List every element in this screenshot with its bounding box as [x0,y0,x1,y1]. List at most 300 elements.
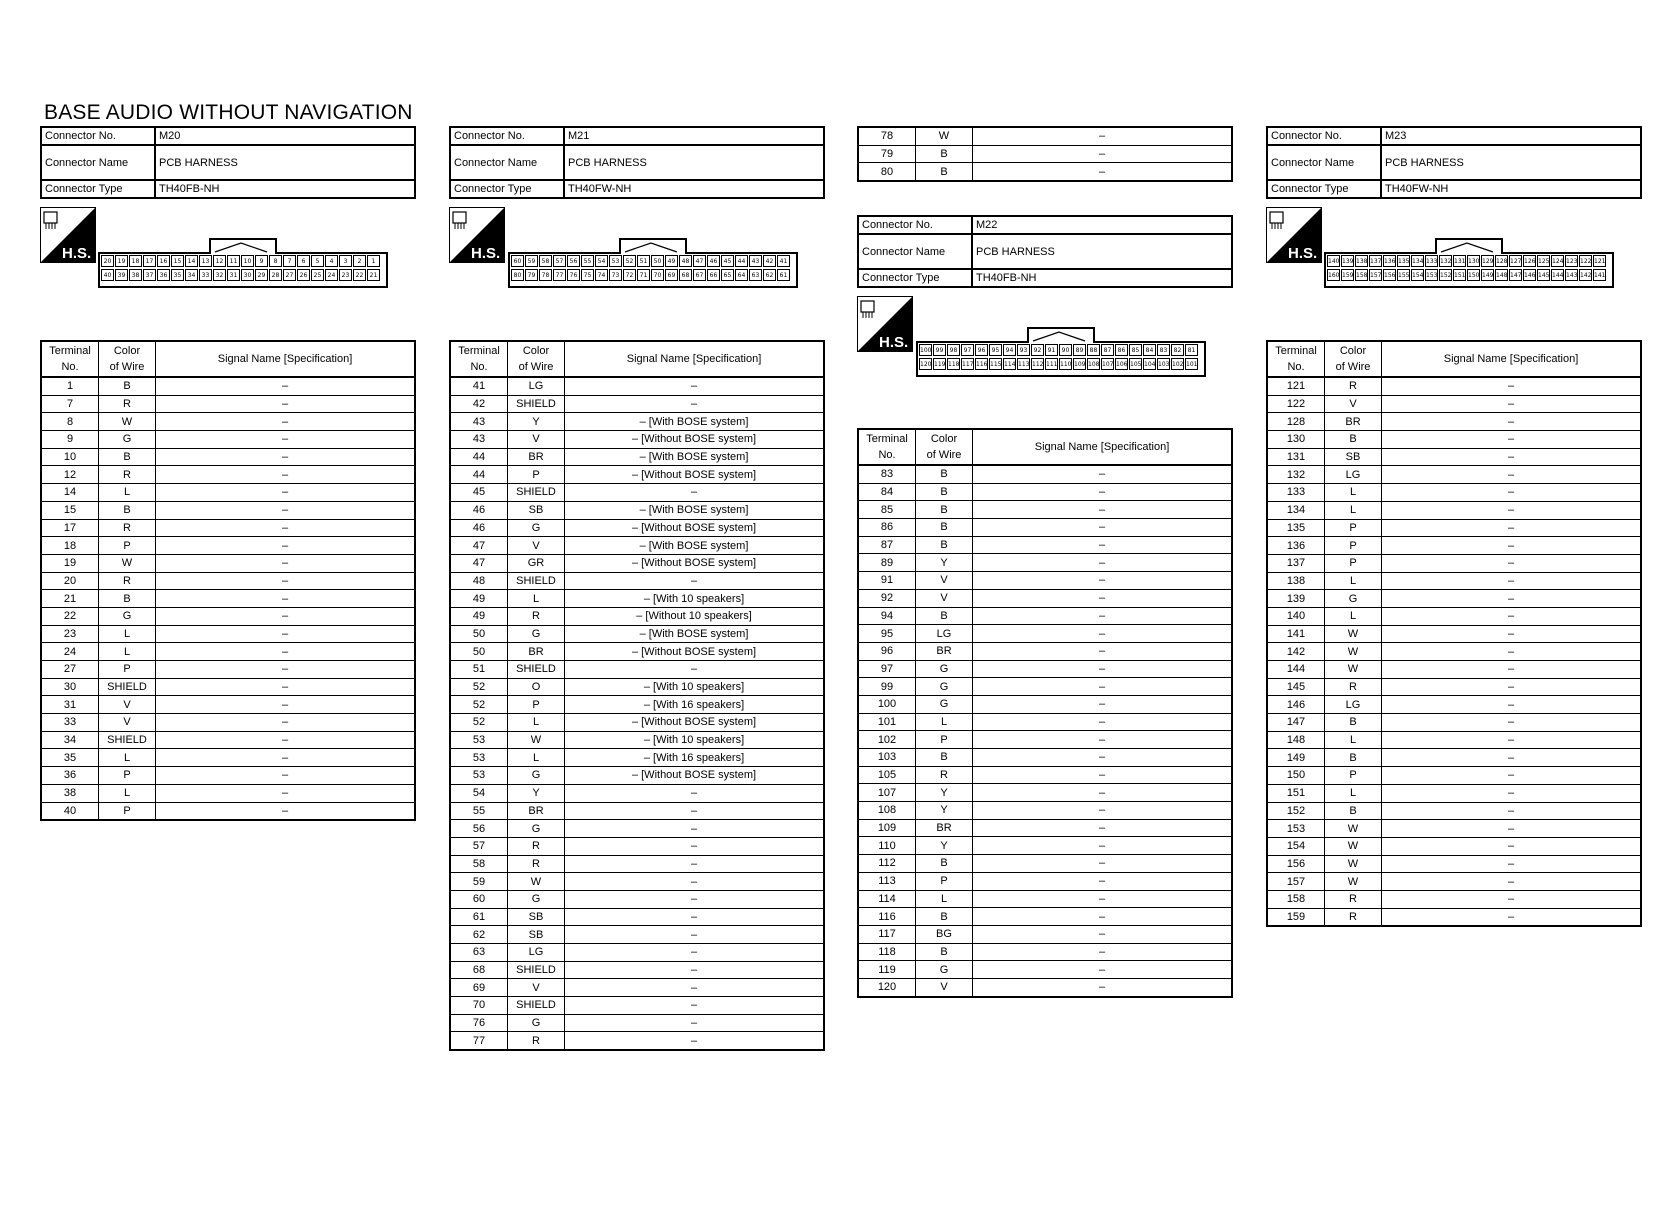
signal-name: – [565,1014,825,1032]
terminal-no: 96 [858,642,916,660]
terminal-no: 102 [858,731,916,749]
connector-pin: 87 [1101,344,1114,356]
harness-side-icon [40,207,96,263]
table-row [450,696,824,714]
connector-type-label: Connector Type [41,180,155,198]
wire-color: R [99,519,156,537]
connector-pin: 133 [1425,255,1438,267]
lock-arrow-icon [209,240,273,254]
connector-pin: 137 [1369,255,1382,267]
signal-name: – [973,695,1233,713]
signal-name: – [1382,837,1642,855]
connector-pin: 38 [129,269,142,281]
wire-color: P [916,872,973,890]
table-row [1267,537,1641,555]
terminal-no: 59 [450,873,508,891]
signal-name: – [973,943,1233,961]
terminal-no: 68 [450,961,508,979]
table-row [858,660,1232,678]
table-row [858,978,1232,996]
wire-color: SB [508,908,565,926]
connector-pin: 95 [989,344,1002,356]
wire-color: L [99,643,156,661]
lock-arrow-icon [1027,329,1091,343]
table-row [1267,643,1641,661]
terminal-no: 52 [450,696,508,714]
table-row [450,607,824,625]
wire-color: SB [508,926,565,944]
signal-name: – [156,767,416,785]
signal-name: – [973,536,1233,554]
table-row [450,413,824,431]
table-row [450,784,824,802]
connector-pin: 158 [1355,269,1368,281]
wire-color: V [99,696,156,714]
connector-pin: 74 [595,269,608,281]
terminal-no: 69 [450,979,508,997]
signal-name: – [Without BOSE system] [565,643,825,661]
connector-pin: 156 [1383,269,1396,281]
connector-pin: 157 [1369,269,1382,281]
wire-color: G [916,660,973,678]
terminal-no: 91 [858,572,916,590]
terminal-no: 112 [858,855,916,873]
svg-text:H.S.: H.S. [879,334,909,351]
terminal-no: 117 [858,925,916,943]
signal-name: – [Without BOSE system] [565,767,825,785]
wire-color: L [99,484,156,502]
wire-color: W [1325,855,1382,873]
wire-color: P [1325,554,1382,572]
connector-type-label: Connector Type [450,180,564,198]
connector-pin: 116 [975,358,988,370]
connector-pin: 130 [1467,255,1480,267]
table-row [450,661,824,679]
table-row [858,145,1232,163]
connector-pin: 57 [553,255,566,267]
table-row [450,484,824,502]
signal-name: – [973,837,1233,855]
connector-lock-tab [1027,327,1095,343]
wire-color: SHIELD [508,661,565,679]
terminal-no: 50 [450,643,508,661]
table-row [450,979,824,997]
terminal-no: 109 [858,819,916,837]
wire-color: LG [508,377,565,395]
connector-pin: 117 [961,358,974,370]
signal-name: – [1382,696,1642,714]
signal-name: – [Without BOSE system] [565,714,825,732]
table-row [858,943,1232,961]
signal-name: – [Without BOSE system] [565,466,825,484]
table-row [1267,625,1641,643]
connector-pin: 124 [1551,255,1564,267]
signal-name: – [973,872,1233,890]
connector-pin: 48 [679,255,692,267]
connector-pin: 89 [1073,344,1086,356]
connector-pin: 61 [777,269,790,281]
table-row [450,767,824,785]
connector-lock-tab [209,238,277,254]
wire-color: B [1325,802,1382,820]
wire-color: Y [508,784,565,802]
connector-pin: 97 [961,344,974,356]
terminal-no: 40 [41,802,99,820]
wire-color: LG [508,944,565,962]
table-row [858,642,1232,660]
terminal-no: 10 [41,448,99,466]
signal-name: – [973,660,1233,678]
connector-pin: 93 [1017,344,1030,356]
terminal-no: 156 [1267,855,1325,873]
connector-pin: 146 [1523,269,1536,281]
connector-info-table [1266,126,1642,199]
signal-name: – [565,395,825,413]
connector-pin: 85 [1129,344,1142,356]
terminal-no: 134 [1267,501,1325,519]
terminal-no: 12 [41,466,99,484]
connector-pin: 34 [185,269,198,281]
signal-name: – [156,625,416,643]
terminal-no: 43 [450,431,508,449]
table-row [1267,572,1641,590]
connector-pin: 103 [1157,358,1170,370]
terminal-no: 47 [450,554,508,572]
signal-name: – [156,484,416,502]
connector-pin: 14 [185,255,198,267]
wire-color: L [1325,484,1382,502]
wire-color: BR [1325,413,1382,431]
table-row [450,802,824,820]
table-row [1267,802,1641,820]
terminal-no: 41 [450,377,508,395]
signal-name: – [With 16 speakers] [565,696,825,714]
terminal-no: 33 [41,714,99,732]
signal-name: – [973,127,1233,145]
connector-pin: 31 [227,269,240,281]
signal-name: – [156,519,416,537]
harness-side-icon [449,207,505,263]
signal-name: – [565,855,825,873]
terminal-no: 47 [450,537,508,555]
terminal-table [857,428,1233,998]
table-row [858,589,1232,607]
terminal-no: 54 [450,784,508,802]
wire-color: P [916,731,973,749]
signal-name: – [973,961,1233,979]
table-row [450,873,824,891]
wire-color: BR [508,802,565,820]
table-row [858,501,1232,519]
connector-info-table [40,126,416,199]
terminal-no: 107 [858,784,916,802]
wire-color: SHIELD [508,395,565,413]
connector-pin: 135 [1397,255,1410,267]
connector-name-value: PCB HARNESS [1381,145,1641,180]
wire-color: GR [508,554,565,572]
signal-name-header: Signal Name [Specification] [156,341,416,377]
signal-name: – [1382,661,1642,679]
table-row [41,466,415,484]
connector-pin: 39 [115,269,128,281]
wire-color: W [1325,873,1382,891]
table-row [1267,661,1641,679]
connector-pin: 90 [1059,344,1072,356]
connector-pin: 17 [143,255,156,267]
harness-side-icon [1266,207,1322,263]
connector-pin: 23 [339,269,352,281]
terminal-no: 61 [450,908,508,926]
terminal-table [1266,340,1642,927]
table-row [41,395,415,413]
terminal-no: 17 [41,519,99,537]
signal-name: – [156,607,416,625]
wire-color: B [1325,749,1382,767]
terminal-no: 150 [1267,767,1325,785]
connector-pin: 127 [1509,255,1522,267]
connector-pin: 115 [989,358,1002,370]
signal-name: – [1382,395,1642,413]
signal-name: – [With BOSE system] [565,501,825,519]
terminal-no: 152 [1267,802,1325,820]
connector-type-label: Connector Type [858,269,972,287]
wire-color: B [916,607,973,625]
table-row [858,625,1232,643]
terminal-no: 60 [450,890,508,908]
connector-pin: 79 [525,269,538,281]
terminal-no: 46 [450,519,508,537]
connector-type-label: Connector Type [1267,180,1381,198]
table-row [1267,837,1641,855]
connector-pin: 4 [325,255,338,267]
table-row [858,819,1232,837]
connector-pin: 75 [581,269,594,281]
wire-color: Y [508,413,565,431]
connector-pin: 139 [1341,255,1354,267]
connector-pin: 86 [1115,344,1128,356]
connector-pin: 26 [297,269,310,281]
wire-color: G [508,890,565,908]
wire-color: W [508,731,565,749]
signal-name: – [1382,466,1642,484]
wire-color: P [1325,767,1382,785]
connector-no-value: M20 [155,127,415,145]
wire-color: B [99,448,156,466]
signal-name: – [973,642,1233,660]
terminal-no: 24 [41,643,99,661]
signal-name: – [1382,820,1642,838]
table-row [1267,784,1641,802]
signal-name: – [565,820,825,838]
connector-pin: 92 [1031,344,1044,356]
table-row [858,554,1232,572]
table-row [450,926,824,944]
connector-pin: 100 [919,344,932,356]
terminal-no: 19 [41,554,99,572]
signal-name: – [156,537,416,555]
signal-name: – [156,714,416,732]
connector-pin: 18 [129,255,142,267]
signal-name: – [With BOSE system] [565,448,825,466]
table-row [858,483,1232,501]
connector-pin: 94 [1003,344,1016,356]
signal-name: – [1382,908,1642,926]
table-row [1267,890,1641,908]
signal-name: – [156,678,416,696]
table-row [41,501,415,519]
table-row [1267,501,1641,519]
terminal-no: 49 [450,590,508,608]
signal-name: – [973,713,1233,731]
table-row [450,501,824,519]
signal-name: – [156,554,416,572]
wire-color: SHIELD [508,997,565,1015]
terminal-no: 23 [41,625,99,643]
connector-pin: 78 [539,269,552,281]
wire-color: B [99,377,156,395]
terminal-no: 21 [41,590,99,608]
connector-pin: 40 [101,269,114,281]
connector-no-value: M21 [564,127,824,145]
connector-no-label: Connector No. [450,127,564,145]
signal-name: – [156,696,416,714]
table-row [1267,448,1641,466]
table-row [858,695,1232,713]
signal-name: – [973,855,1233,873]
connector-pin: 153 [1425,269,1438,281]
connector-name-label: Connector Name [41,145,155,180]
wire-color: B [99,590,156,608]
connector-pin: 145 [1537,269,1550,281]
connector-pin: 152 [1439,269,1452,281]
connector-name-value: PCB HARNESS [155,145,415,180]
wire-color: L [1325,501,1382,519]
wire-color: G [99,607,156,625]
table-row [450,890,824,908]
connector-pin: 138 [1355,255,1368,267]
table-header-row [450,341,824,377]
wire-color: B [916,501,973,519]
connector-name-label: Connector Name [858,234,972,269]
signal-name: – [156,784,416,802]
terminal-no: 78 [858,127,916,145]
wire-color: V [1325,395,1382,413]
connector-info-table [449,126,825,199]
terminal-no: 148 [1267,731,1325,749]
continued-terminal-table [857,126,1233,182]
wire-color: R [1325,908,1382,926]
terminal-no: 70 [450,997,508,1015]
table-row [450,519,824,537]
terminal-no: 20 [41,572,99,590]
signal-name: – [1382,501,1642,519]
connector-pin: 12 [213,255,226,267]
connector-pin: 55 [581,255,594,267]
terminal-no: 131 [1267,448,1325,466]
wire-color: V [508,537,565,555]
connector-pin: 81 [1185,344,1198,356]
wire-color: R [1325,678,1382,696]
table-row [1267,590,1641,608]
signal-name: – [973,819,1233,837]
table-row [1267,749,1641,767]
svg-text:H.S.: H.S. [1288,245,1318,262]
wire-color: B [1325,714,1382,732]
signal-name: – [565,1032,825,1050]
terminal-no-header: Terminal No. [450,341,508,377]
table-row [450,448,824,466]
signal-name: – [565,484,825,502]
wire-color: W [1325,625,1382,643]
connector-pin: 70 [651,269,664,281]
page-title: BASE AUDIO WITHOUT NAVIGATION [44,101,413,124]
wire-color: W [99,413,156,431]
connector-pin: 33 [199,269,212,281]
connector-pin: 10 [241,255,254,267]
color-of-wire-header: Color of Wire [916,429,973,465]
signal-name: – [1382,714,1642,732]
table-row [450,944,824,962]
wire-color: B [1325,431,1382,449]
wire-color: O [508,678,565,696]
pin-row-bottom [511,269,791,281]
connector-pin: 150 [1467,269,1480,281]
signal-name: – [1382,731,1642,749]
wire-color: W [508,873,565,891]
terminal-no: 140 [1267,607,1325,625]
signal-name: – [Without BOSE system] [565,519,825,537]
connector-pin: 3 [339,255,352,267]
terminal-no: 44 [450,466,508,484]
wire-color: L [1325,572,1382,590]
terminal-no: 105 [858,766,916,784]
table-row [858,731,1232,749]
signal-name: – [1382,519,1642,537]
wire-color: Y [916,802,973,820]
wire-color: B [916,943,973,961]
table-row [1267,484,1641,502]
signal-name: – [1382,448,1642,466]
wire-color: V [916,572,973,590]
table-row [450,908,824,926]
connector-pin: 47 [693,255,706,267]
connector-pin: 59 [525,255,538,267]
connector-pin: 20 [101,255,114,267]
connector-pin: 64 [735,269,748,281]
terminal-no: 101 [858,713,916,731]
terminal-no: 15 [41,501,99,519]
connector-name-label: Connector Name [450,145,564,180]
table-row [858,961,1232,979]
wire-color: R [508,1032,565,1050]
pin-row-top [919,344,1199,356]
connector-pin: 121 [1593,255,1606,267]
table-row [858,519,1232,537]
wire-color: G [916,961,973,979]
table-row [41,625,415,643]
terminal-no: 58 [450,855,508,873]
wire-color: P [508,466,565,484]
terminal-no: 79 [858,145,916,163]
wire-color: G [1325,590,1382,608]
wire-color: LG [916,625,973,643]
table-row [858,465,1232,483]
terminal-no: 51 [450,661,508,679]
connector-pin: 80 [511,269,524,281]
terminal-no: 52 [450,714,508,732]
wire-color: V [508,979,565,997]
connector-pin: 149 [1481,269,1494,281]
